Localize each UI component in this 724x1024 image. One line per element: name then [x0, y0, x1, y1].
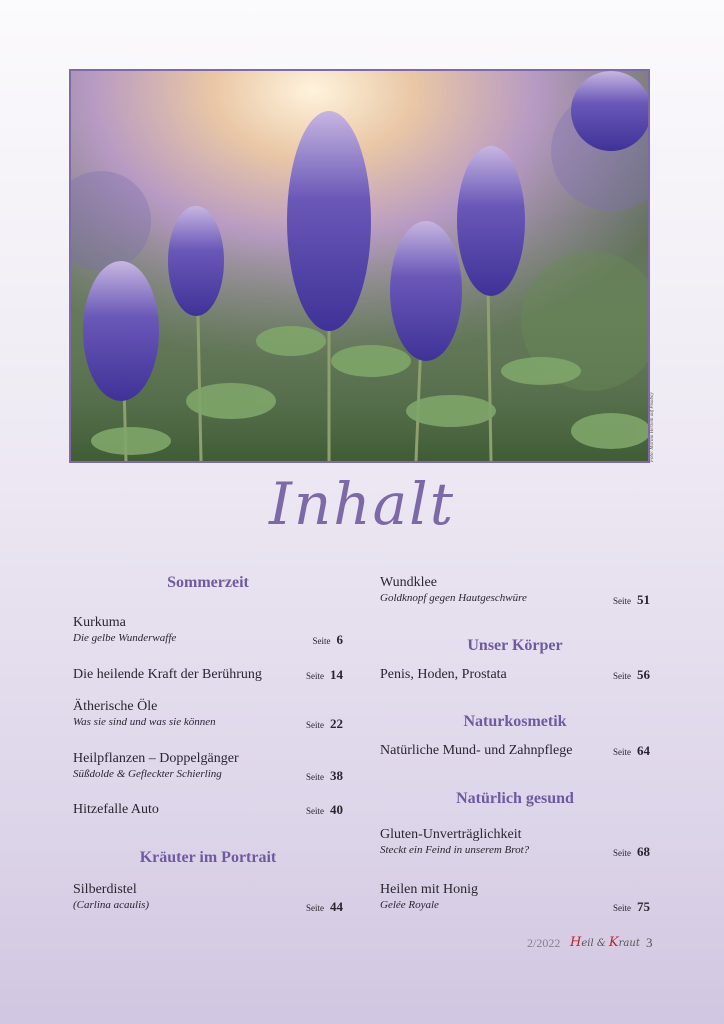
entry-subtitle: Die gelbe Wunderwaffe	[73, 632, 177, 644]
entry-title: Hitzefalle Auto	[73, 802, 159, 817]
page-number: 51	[637, 592, 650, 607]
entry-title: Wundklee	[380, 575, 437, 590]
entry-title: Heilpflanzen – Doppelgänger	[73, 751, 239, 766]
photo-credit: Foto: Marina Herzeln auf Pixabay	[650, 392, 655, 462]
entry-subtitle: Goldknopf gegen Hautgeschwüre	[380, 592, 527, 604]
entry-subtitle: (Carlina acaulis)	[73, 899, 150, 911]
toc-entry[interactable]	[73, 801, 343, 818]
page-number: 14	[330, 667, 343, 682]
section-heading: Unser Körper	[467, 637, 563, 654]
seite-label: Seite	[306, 903, 324, 913]
entry-title: Heilen mit Honig	[380, 882, 478, 897]
seite-label: Seite	[613, 903, 631, 913]
entry-subtitle: Was sie sind und was sie können	[73, 716, 216, 728]
entry-title: Kurkuma	[73, 615, 126, 630]
page-ref	[306, 802, 343, 818]
seite-label: Seite	[306, 806, 324, 816]
toc-entry[interactable]	[380, 574, 650, 606]
page-ref	[613, 743, 650, 759]
page-ref	[613, 667, 650, 683]
page-number: 44	[330, 899, 343, 914]
page-number: 38	[330, 768, 343, 783]
cover-photo	[69, 69, 650, 463]
page-number: 56	[637, 667, 650, 682]
toc-entry[interactable]	[380, 826, 650, 858]
issue-number: 2/2022	[527, 936, 561, 950]
seite-label: Seite	[306, 671, 324, 681]
section-heading: Naturkosmetik	[463, 713, 567, 730]
toc-entry[interactable]	[73, 750, 343, 782]
seite-label: Seite	[306, 720, 324, 730]
toc-entry[interactable]	[73, 698, 343, 730]
entry-title: Gluten-Unverträglichkeit	[380, 827, 522, 842]
section-heading: Kräuter im Portrait	[139, 849, 277, 866]
seite-label: Seite	[613, 596, 631, 606]
page-ref	[306, 899, 343, 915]
page-ref	[306, 667, 343, 683]
page-number: 75	[637, 899, 650, 914]
page-ref	[306, 768, 343, 784]
entry-title: Penis, Hoden, Prostata	[380, 667, 507, 682]
entry-subtitle: Steckt ein Feind in unserem Brot?	[380, 844, 530, 856]
page-ref	[613, 844, 650, 860]
seite-label: Seite	[312, 636, 331, 646]
toc-entry[interactable]	[380, 666, 650, 683]
page-ref	[306, 716, 343, 732]
toc-entry[interactable]	[380, 881, 650, 913]
page-ref	[613, 899, 650, 915]
toc-entry[interactable]	[73, 881, 343, 913]
entry-subtitle: Süßdolde & Gefleckter Schierling	[73, 768, 222, 780]
toc-entry[interactable]	[73, 614, 343, 646]
page-number: 6	[336, 632, 343, 647]
page-number: 22	[330, 716, 343, 731]
page-number: 68	[637, 844, 650, 859]
page-number: 40	[330, 802, 343, 817]
entry-subtitle: Gelée Royale	[380, 899, 439, 911]
seite-label: Seite	[613, 848, 631, 858]
page-footer	[480, 934, 655, 954]
page-ref	[613, 592, 650, 608]
page-number-footer: 3	[646, 935, 653, 950]
toc-entry[interactable]	[73, 666, 343, 683]
seite-label: Seite	[306, 772, 324, 782]
lupine-photo-icon	[71, 71, 648, 461]
section-heading: Natürlich gesund	[456, 790, 574, 807]
page-title: Inhalt	[268, 470, 456, 538]
entry-title: Ätherische Öle	[73, 699, 158, 714]
entry-title: Natürliche Mund- und Zahnpflege	[380, 743, 573, 758]
seite-label: Seite	[613, 747, 631, 757]
entry-title: Die heilende Kraft der Berührung	[73, 667, 262, 682]
section-heading: Sommerzeit	[167, 574, 249, 591]
toc-entry[interactable]	[380, 742, 650, 759]
magazine-logo: Heil & Kraut	[570, 935, 640, 950]
seite-label: Seite	[613, 671, 631, 681]
page-ref	[313, 632, 344, 648]
page-number: 64	[637, 743, 650, 758]
entry-title: Silberdistel	[73, 882, 137, 897]
